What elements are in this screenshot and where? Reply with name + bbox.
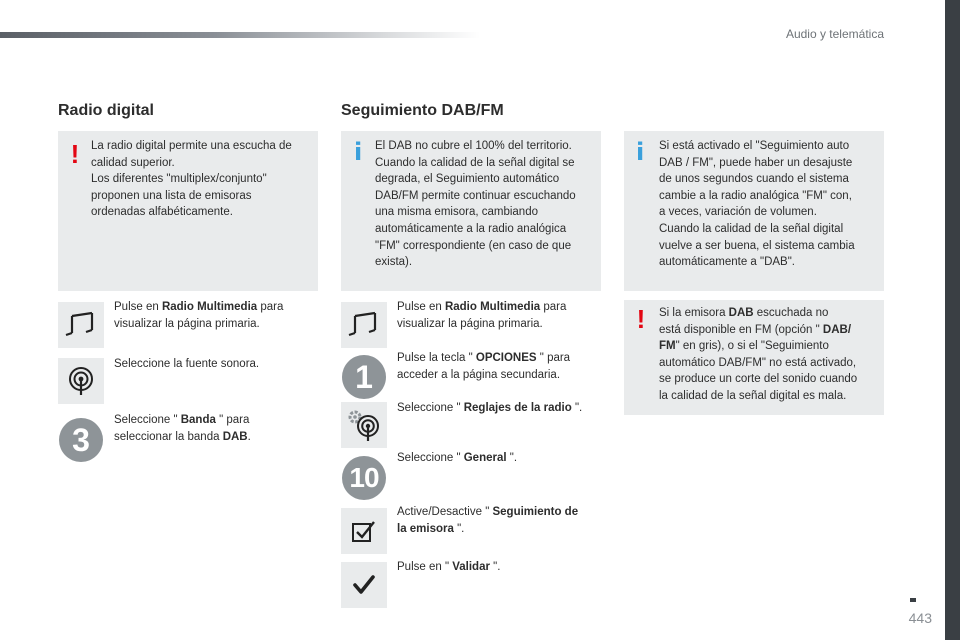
radio-settings-icon (344, 407, 384, 443)
warning-icon: ! (70, 139, 80, 169)
middle-step-2: Pulse la tecla " OPCIONES " para acceder a la página secundaria. (397, 352, 571, 381)
step-number-1: 1 (342, 355, 386, 399)
warning-box-right (624, 300, 884, 415)
checkbox-icon (349, 517, 379, 545)
warning-text-right: Si la emisora DAB escuchada no está disponible en FM (opción " DAB/ FM" en gris), o si el "Seguimiento automático DAB/FM" no está activado, se produce un corte del sonido cuando la calidad de la señal digital es mala. (659, 307, 858, 402)
music-note-icon-box-2 (341, 302, 387, 348)
middle-step-3: Seleccione " Reglajes de la radio ". (397, 402, 583, 414)
section-title-seguimiento: Seguimiento DAB/FM (341, 102, 504, 119)
left-step-3: Seleccione " Banda " para seleccionar la banda DAB. (114, 414, 251, 443)
radio-source-icon (65, 365, 97, 397)
left-step-2: Seleccione la fuente sonora. (114, 358, 260, 370)
warning-icon: ! (636, 304, 646, 334)
radio-source-icon-box (58, 358, 104, 404)
info-box-middle (341, 131, 601, 291)
check-icon-box (341, 562, 387, 608)
page-marker (910, 598, 916, 602)
radio-settings-icon-box (341, 402, 387, 448)
checkbox-icon-box (341, 508, 387, 554)
left-step-1: Pulse en Radio Multimedia para visualizar la página primaria. (114, 301, 284, 330)
header-gradient-bar (0, 32, 480, 38)
middle-step-1: Pulse en Radio Multimedia para visualizar la página primaria. (397, 301, 567, 330)
page-edge-strip (945, 0, 960, 640)
middle-step-6: Pulse en " Validar ". (397, 561, 501, 573)
warning-note-text: La radio digital permite una escucha de calidad superior. Los diferentes "multiplex/conjunto" proponen una lista de emisoras ordenadas alfabéticamente. (91, 140, 292, 219)
page-header-title: Audio y telemática (785, 27, 884, 41)
music-note-icon-box (58, 302, 104, 348)
middle-step-5: Active/Desactive " Seguimiento de la emisora ". (397, 506, 579, 535)
info-icon: i (636, 138, 645, 166)
info-text-right: Si está activado el "Seguimiento auto DAB / FM", puede haber un desajuste de unos segundos cuando el sistema cambie a la radio analógica "FM" con, a veces, variación de volumen. Cuando la calidad de la señal digital vuelve a ser buena, el sistema cambia automáticamente a "DAB". (659, 140, 855, 269)
info-icon: i (354, 138, 363, 166)
section-title-radio-digital: Radio digital (58, 102, 154, 119)
step-number-10: 10 (342, 456, 386, 500)
middle-step-4: Seleccione " General ". (397, 452, 518, 464)
warning-note-box (58, 131, 318, 291)
page-number: 443 (908, 610, 932, 626)
step-number-3: 3 (59, 418, 103, 462)
music-note-icon (65, 310, 97, 340)
info-text-middle: El DAB no cubre el 100% del territorio. Cuando la calidad de la señal digital se degrada, el Seguimiento automático DAB/FM permite continuar escuchando una misma emisora, cambiando automáticamente a la radio analógica "FM" correspondiente (en caso de que exista). (375, 140, 576, 269)
check-icon (350, 572, 378, 598)
music-note-icon (348, 310, 380, 340)
info-box-right (624, 131, 884, 291)
